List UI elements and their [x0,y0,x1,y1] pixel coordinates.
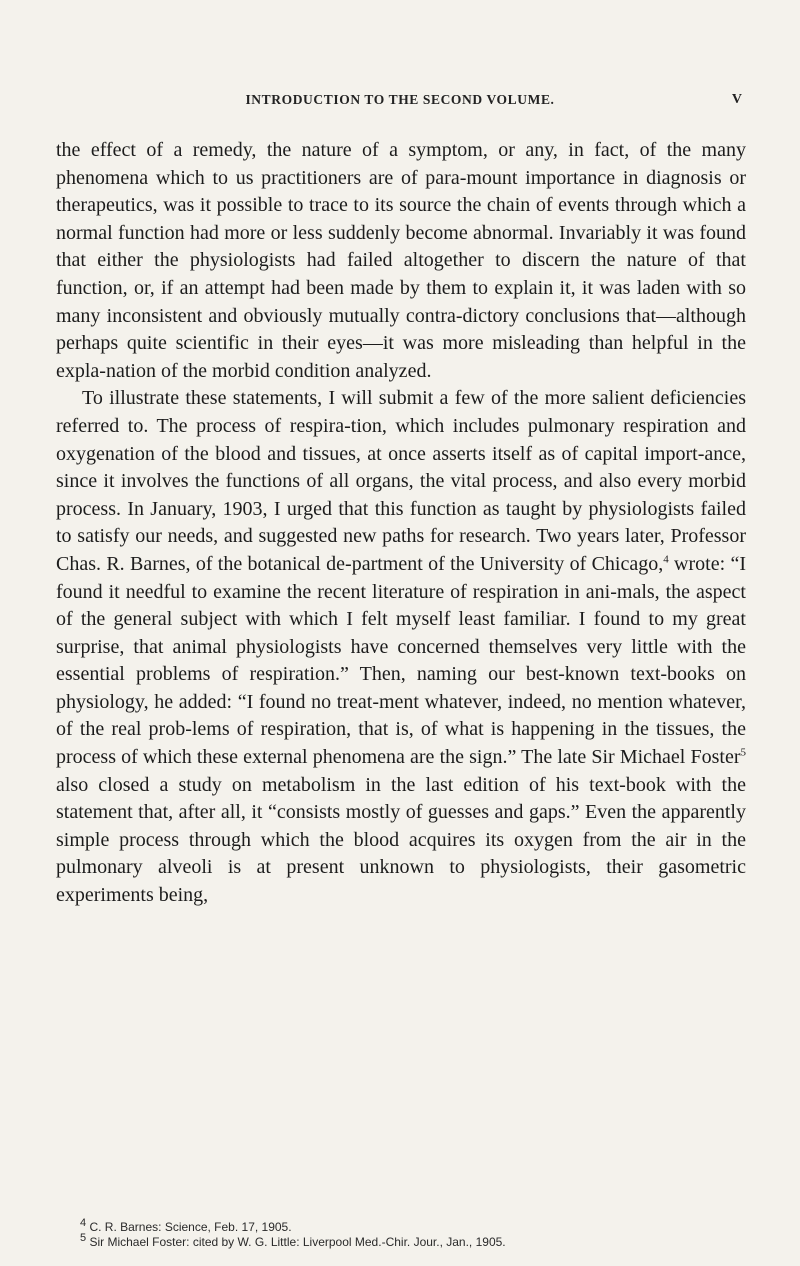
paragraph [56,385,746,909]
footnote-ref[interactable]: 4 [663,553,669,566]
page-number: V [731,92,742,107]
page-header [0,92,800,116]
paragraph: the effect of a remedy, the nature of a symptom, or any, in fact, of the many phenomena which to us practitioners are of para-mount importance in diagnosis or therapeutics, was it possible to trace to its source the chain of events through which a normal function had more or less suddenly become abnormal. Invariably it was found that either the physiologists had failed altogether to discern the nature of that function, or, if an attempt had been made by them to explain it, it was laden with so many inconsistent and obviously mutually contra-dictory conclusions that—although perhaps quite scientific in their eyes—it was more misleading than helpful in the expla-nation of the morbid condition analyzed. [56,139,746,382]
footnote-text: C. R. Barnes: Science, Feb. 17, 1905. [86,1220,292,1234]
footnotes [80,1217,760,1250]
text-run: wrote: “I found it needful to examine the recent literature of respiration in ani-mals, the aspect of the general subject with which I felt myself least familiar. I found to my great surprise, that animal physiologists have concerned themselves very little with the essential problems of respiration.” Then, naming our best-known text-books on physiology, he added: “I found no treat-ment whatever, indeed, no mention whatever, of the real prob-lems of respiration, that is, of what is happening in the tissues, the process of which these external phenomena are the sign.” The late Sir Michael Foster [56,552,746,769]
footnote-text: Sir Michael Foster: cited by W. G. Little: Liverpool Med.-Chir. Jour., Jan., 1905. [86,1235,506,1249]
text-run: To illustrate these statements, I will submit a few of the more salient deficiencies referred to. The process of respira-tion, which includes pulmonary respiration and oxygenation of the blood and tissues, at once asserts itself as of capital import-ance, since it involves the functions of all organs, the vital process, and also every morbid process. In January, 1903, I urged that this function as taught by physiologists failed to satisfy our needs, and suggested new paths for research. Two years later, Professor Chas. R. Barnes, of the botanical de-partment of the University of Chicago, [56,387,746,575]
footnote-ref[interactable]: 5 [740,746,746,759]
footnote-mark: 5 [80,1232,87,1244]
running-head: INTRODUCTION TO THE SECOND VOLUME. [245,92,555,107]
footnote-mark: 4 [80,1217,87,1229]
footnote [80,1232,760,1250]
footnote [80,1217,760,1235]
text-run: also closed a study on metabolism in the last edition of his text-book with the statement that, after all, it “consists mostly of guesses and gaps.” Even the apparently simple process through which the blood acquires its oxygen from the air in the pulmonary alveoli is at present unknown to physiologists, their gasometric experiments being, [56,773,746,907]
body-text [56,137,746,910]
